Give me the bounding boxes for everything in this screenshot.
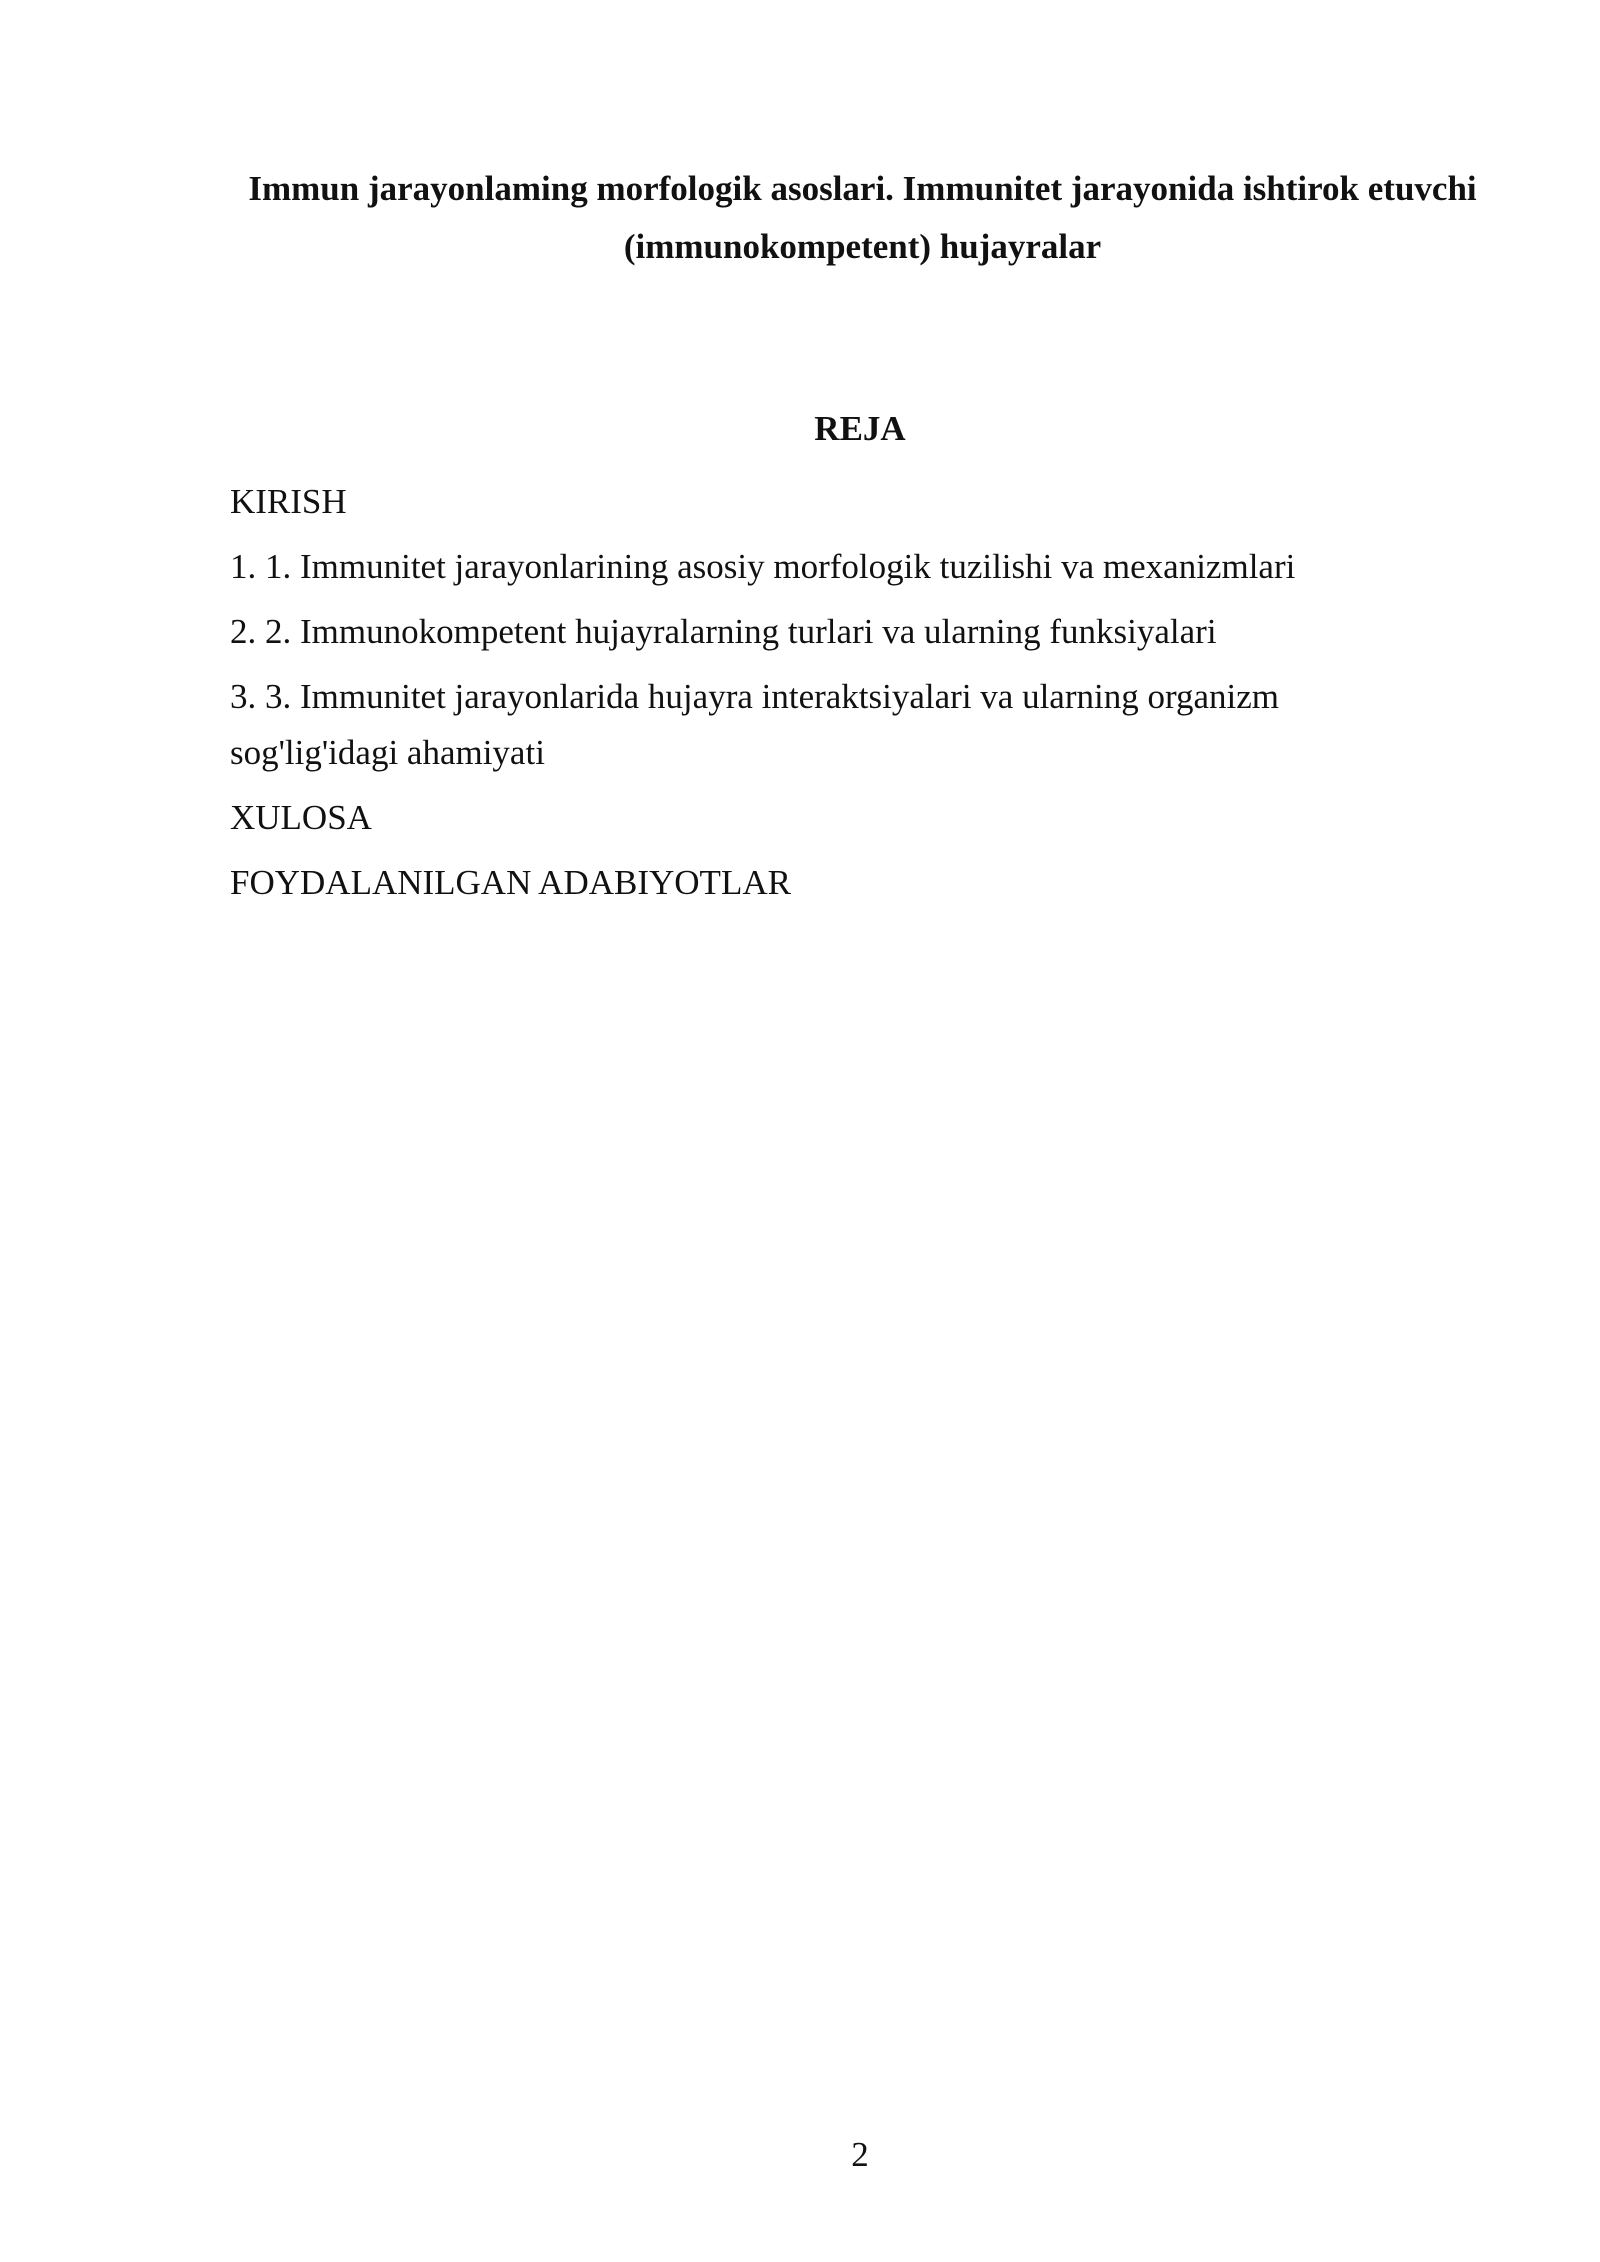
plan-list [230,474,1430,920]
plan-item-conclusion: XULOSA [230,798,372,837]
plan-heading: REJA [814,409,906,448]
page-number: 2 [851,2135,869,2174]
plan-item-3: 3. 3. Immunitet jarayonlarida hujayra interaktsiyalari va ularning organizm sog'lig'idagi ahamiyati [230,677,1280,772]
plan-item-references: FOYDALANILGAN ADABIYOTLAR [230,863,791,902]
plan-item-1: 1. 1. Immunitet jarayonlarining asosiy morfologik tuzilishi va mexanizmlari [230,547,1296,586]
plan-item-2: 2. 2. Immunokompetent hujayralarning turlari va ularning funksiyalari [230,612,1217,651]
plan-item-introduction: KIRISH [230,482,347,521]
document-title: Immun jarayonlaming morfologik asoslari. Immunitet jarayonida ishtirok etuvchi (immunokompetent) hujayralar [248,169,1477,266]
